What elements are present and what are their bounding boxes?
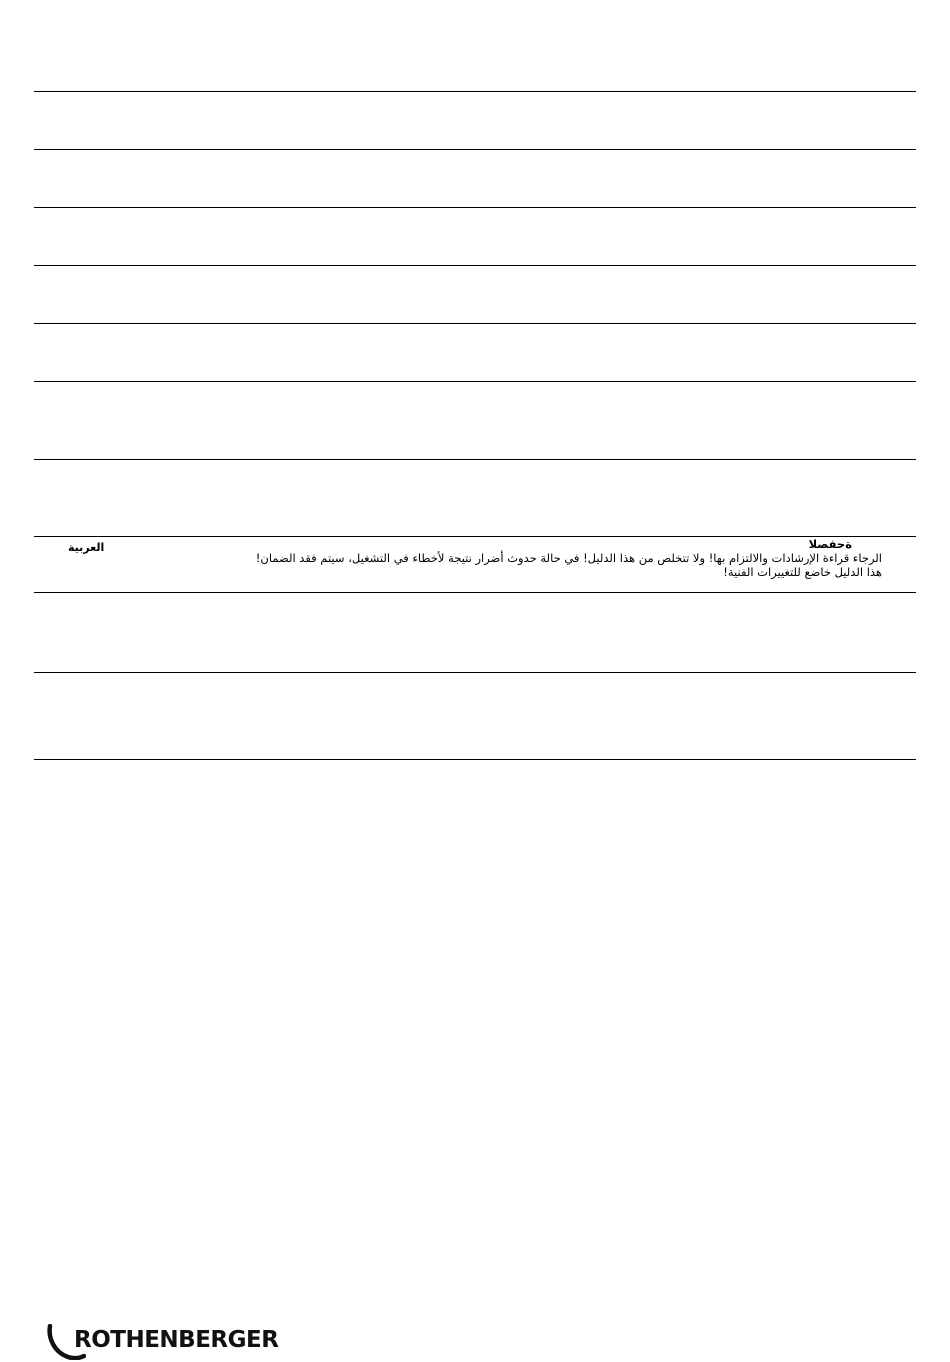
notice-line-2: هذا الدليل خاضع للتغييرات الفنية! [723,565,882,579]
brand-logo [46,1322,306,1362]
divider [34,91,916,92]
divider [34,759,916,760]
divider [34,265,916,266]
divider [34,207,916,208]
divider [34,672,916,673]
language-label: العربية [68,541,105,554]
divider [34,323,916,324]
arabic-notice [122,537,882,579]
divider [34,592,916,593]
divider [34,149,916,150]
divider [34,459,916,460]
divider [34,381,916,382]
brand-name: ROTHENBERGER [74,1327,279,1353]
notice-line-1: الرجاء قراءة الإرشادات والالتزام بها! ولا تتخلص من هذا الدليل! في حالة حدوث أضرار نتيجة لأخطاء في التشغيل، سيتم فقد الضمان! [255,551,882,565]
section-title: ةحفصلا [808,537,852,551]
